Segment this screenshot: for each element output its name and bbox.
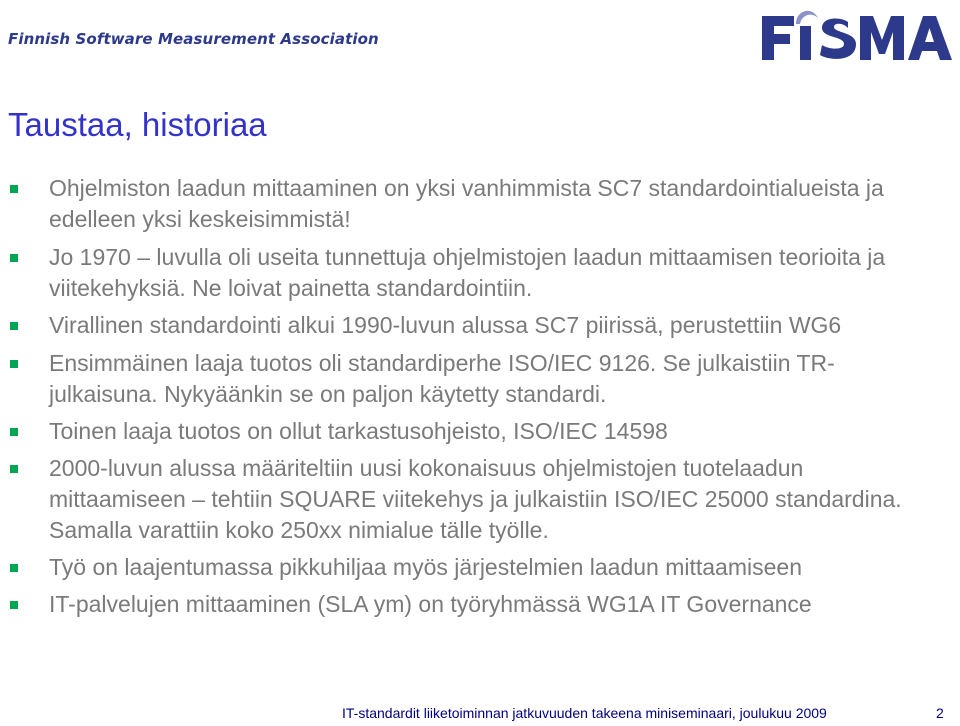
footer-text: IT-standardit liiketoiminnan jatkuvuuden takeena miniseminaari, joulukuu 2009 (342, 705, 827, 721)
bullet-text: Toinen laaja tuotos on ollut tarkastusohjeisto, ISO/IEC 14598 (49, 418, 668, 444)
bullet-item (0, 589, 929, 620)
bullet-square-icon (10, 465, 18, 473)
bullet-square-icon (10, 564, 18, 572)
bullet-text: Ensimmäinen laaja tuotos oli standardiperhe ISO/IEC 9126. Se julkaistiin TR-julkaisuna. Nykyäänkin se on paljon käytetty standardi. (49, 350, 835, 407)
bullet-item (0, 310, 929, 341)
bullet-square-icon (10, 601, 18, 609)
bullet-item (0, 242, 929, 304)
org-name: Finnish Software Measurement Association (8, 30, 379, 48)
bullet-item (0, 453, 929, 546)
bullet-text: Työ on laajentumassa pikkuhiljaa myös järjestelmien laadun mittaamiseen (49, 554, 802, 580)
bullet-text: Ohjelmiston laadun mittaaminen on yksi vanhimmista SC7 standardointialueista ja edelleen yksi keskeisimmistä! (49, 175, 884, 232)
slide-title: Taustaa, historiaa (8, 106, 267, 143)
bullet-item (0, 416, 929, 447)
bullet-text: IT-palvelujen mittaaminen (SLA ym) on työryhmässä WG1A IT Governance (49, 591, 812, 617)
bullet-text: Virallinen standardointi alkui 1990-luvun alussa SC7 piirissä, perustettiin WG6 (49, 312, 842, 338)
bullet-text: Jo 1970 – luvulla oli useita tunnettuja ohjelmistojen laadun mittaamisen teorioita ja viitekehyksiä. Ne loivat painetta standardointiin. (49, 244, 886, 301)
bullet-square-icon (10, 254, 18, 262)
bullet-square-icon (10, 185, 18, 193)
bullet-item (0, 348, 929, 410)
bullet-list (0, 173, 960, 620)
bullet-item (0, 173, 929, 235)
fisma-logo (760, 4, 956, 64)
bullet-text: 2000-luvun alussa määriteltiin uusi kokonaisuus ohjelmistojen tuotelaadun mittaamiseen – tehtiin SQUARE viitekehys ja julkaistiin ISO/IEC 25000 standardina. Samalla varattiin koko 250xx nimialue tälle työlle. (49, 455, 902, 543)
bullet-item (0, 552, 929, 583)
bullet-square-icon (10, 360, 18, 368)
bullet-square-icon (10, 428, 18, 436)
page-number: 2 (936, 705, 944, 721)
slide-header (0, 0, 960, 82)
bullet-square-icon (10, 322, 18, 330)
